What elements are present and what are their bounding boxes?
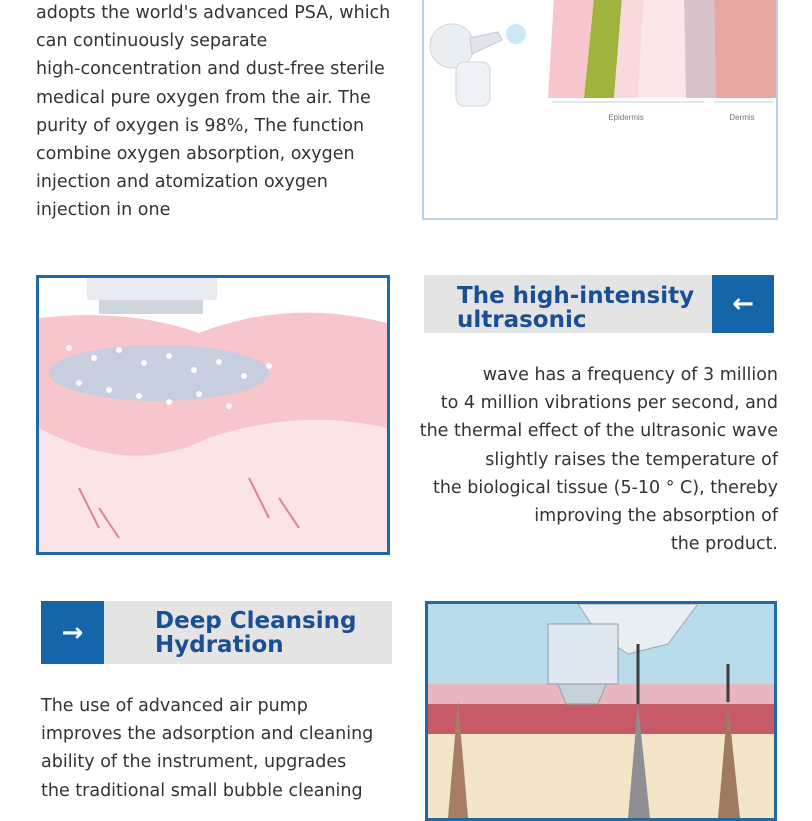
cleansing-description: The use of advanced air pump improves the adsorption and cleaning ability of the instrument, upgrades the traditional small bubble cleaning xyxy=(41,696,374,801)
ultrasonic-skin-image xyxy=(36,275,390,555)
cleansing-title: Deep Cleansing Hydration xyxy=(155,608,357,658)
epidermis-label: Epidermis xyxy=(608,113,644,122)
dermis-label: Dermis xyxy=(729,113,755,122)
ultrasonic-title: The high-intensity ultrasonic xyxy=(457,283,695,333)
cleansing-banner xyxy=(41,601,392,664)
oxygen-skin-image xyxy=(422,0,778,220)
cleansing-illustration xyxy=(428,604,774,818)
oxygen-description: adopts the world's advanced PSA, which can continuously separate high-concentration and dust-free sterile medical pure oxygen from the air. The purity of oxygen is 98%, The function combine oxygen absorption, oxygen injection and atomization oxygen injection in one xyxy=(36,3,391,221)
arrow-right-icon: → xyxy=(41,601,104,664)
ultrasonic-banner xyxy=(424,275,774,333)
ultrasonic-illustration xyxy=(39,278,387,552)
oxygen-illustration xyxy=(424,0,778,220)
arrow-left-icon: ← xyxy=(712,275,774,333)
ultrasonic-description: wave has a frequency of 3 million to 4 million vibrations per second, and the thermal effect of the ultrasonic wave slightly raises the temperature of the biological tissue (5-10 ° C), thereby improving the absorption of the product. xyxy=(419,365,778,555)
cleansing-skin-image xyxy=(425,601,777,821)
